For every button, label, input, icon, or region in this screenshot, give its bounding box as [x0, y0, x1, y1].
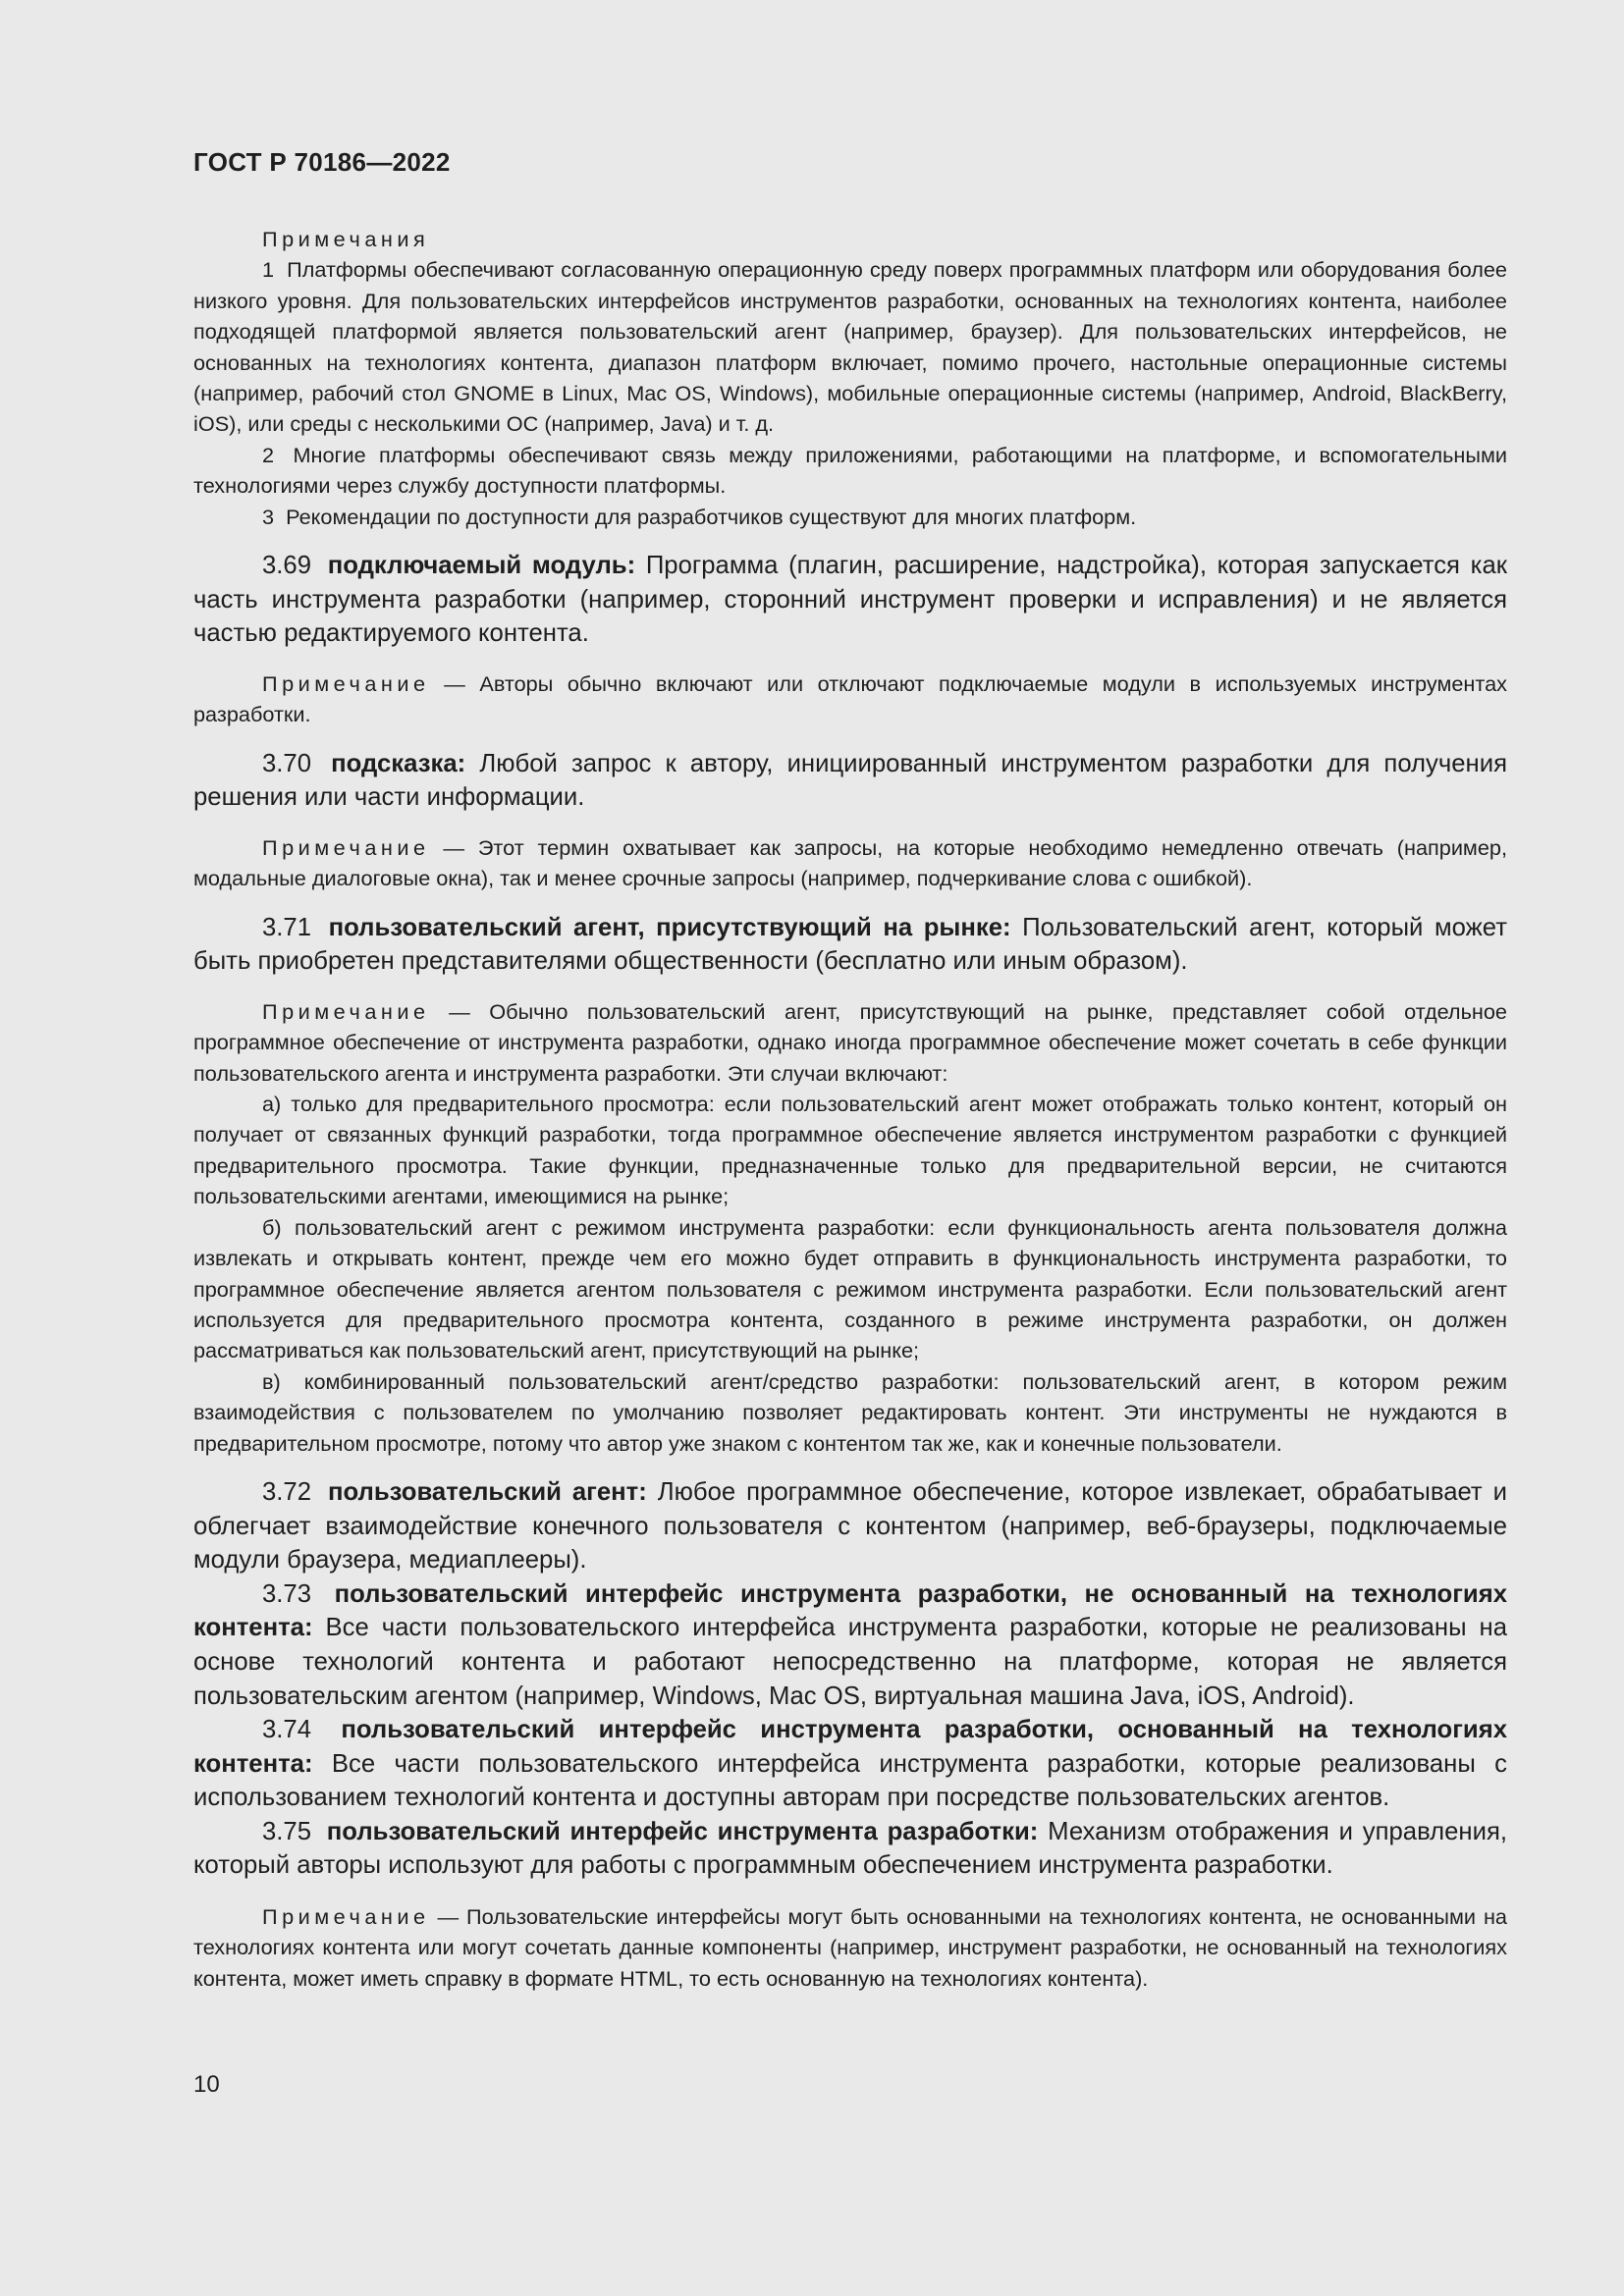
term-3-72: 3.72 пользовательский агент: Любое программное обеспечение, которое извлекает, обрабатывает и облегчает взаимодействие конечного пользователя с контентом (например, веб-браузеры, подключаемые модули браузера, медиаплееры). [193, 1477, 1508, 1575]
document-page [193, 0, 1507, 2296]
term-3-69: 3.69 подключаемый модуль: Программа (плагин, расширение, надстройка), которая запускается как часть инструмента разработки (например, сторонний инструмент проверки и исправления) и не является частью редактируемого контента. [193, 552, 1507, 648]
term-3-69-note: Примечание — Авторы обычно включают или отключают подключаемые модули в используемых инструментах разработки. [193, 670, 1507, 727]
page-content [193, 224, 1507, 1994]
term-3-71-case-c: в) комбинированный пользовательский агент/средство разработки: пользовательский агент, в котором режим взаимодействия с пользователем по умолчанию позволяет редактировать контент. Эти инструменты не нуждаются в предварительном просмотре, потому что автор уже знаком с контентом так же, как и конечные пользователи. [193, 1368, 1507, 1456]
note-item-2: 2 Многие платформы обеспечивают связь между приложениями, работающими на платформе, и вспомогательными технологиями через службу доступности платформы. [193, 442, 1507, 499]
standard-header: ГОСТ Р 70186—2022 [193, 147, 451, 177]
term-3-75-note: Примечание — Пользовательские интерфейсы могут быть основанными на технологиях контента, не основанными на технологиях контента или могут сочетать данные компоненты (например, инструмент разработки, не основанный на технологиях контента, может иметь справку в формате HTML, то есть основанную на технологиях контента). [193, 1904, 1507, 1991]
term-3-70-note: Примечание — Этот термин охватывает как запросы, на которые необходимо немедленно отвечать (например, модальные диалоговые окна), так и менее срочные запросы (например, подчеркивание слова с ошибкой). [193, 834, 1507, 891]
note-item-3: 3 Рекомендации по доступности для разработчиков существуют для многих платформ. [262, 504, 1137, 529]
term-3-75: 3.75 пользовательский интерфейс инструмента разработки: Механизм отображения и управления, который авторы используют для работы с программным обеспечением инструмента разработки. [193, 1817, 1508, 1880]
term-3-71-case-a: а) только для предварительного просмотра: если пользовательский агент может отображать только контент, который он получает от связанных функций разработки, тогда программное обеспечение является инструментом разработки с функцией предварительного просмотра. Такие функции, предназначенные только для предварительной версии, не считаются пользовательскими агентами, имеющимися на рынке; [193, 1092, 1507, 1209]
notes-heading: Примечания [262, 227, 430, 251]
page-number: 10 [193, 2071, 220, 2098]
term-3-71-case-b: б) пользовательский агент с режимом инструмента разработки: если функциональность агента пользователя должна извлекать и открывать контент, прежде чем его можно будет отправить в функциональность инструмента разработки, то программное обеспечение является агентом пользователя с режимом инструмента разработки. Если пользовательский агент используется для предварительного просмотра контента, созданного в режиме инструмента разработки, он должен рассматриваться как пользовательский агент, присутствующий на рынке; [193, 1214, 1507, 1363]
note-item-1: 1 Платформы обеспечивают согласованную операционную среду поверх программных платформ или оборудования более низкого уровня. Для пользовательских интерфейсов инструментов разработки, основанных на технологиях контента, наиболее подходящей платформой является пользовательский агент (например, браузер). Для пользовательских интерфейсов, не основанных на технологиях контента, диапазон платформ включает, помимо прочего, настольные операционные системы (например, рабочий стол GNOME в Linux, Mac OS, Windows), мобильные операционные системы (например, Android, BlackBerry, iOS), или среды с несколькими ОС (например, Java) и т. д. [193, 257, 1507, 437]
term-3-73: 3.73 пользовательский интерфейс инструмента разработки, не основанный на технологиях контента: Все части пользовательского интерфейса инструмента разработки, которые не реализованы на основе технологий контента и работают непосредственно на платформе, которая не является пользовательским агентом (например, Windows, Mac OS, виртуальная машина Java, iOS, Android). [193, 1579, 1507, 1710]
term-3-71: 3.71 пользовательский агент, присутствующий на рынке: Пользовательский агент, который может быть приобретен представителями общественности (бесплатно или иным образом). [193, 913, 1508, 976]
term-3-70: 3.70 подсказка: Любой запрос к автору, инициированный инструментом разработки для получения решения или части информации. [193, 749, 1508, 812]
term-3-71-note: Примечание — Обычно пользовательский агент, присутствующий на рынке, представляет собой отдельное программное обеспечение от инструмента разработки, однако иногда программное обеспечение может сочетать в себе функции пользовательского агента и инструмента разработки. Эти случаи включают: [193, 998, 1507, 1086]
term-3-74: 3.74 пользовательский интерфейс инструмента разработки, основанный на технологиях контента: Все части пользовательского интерфейса инструмента разработки, которые реализованы с использованием технологий контента и доступны авторам при посредстве пользовательских агентов. [193, 1716, 1508, 1812]
